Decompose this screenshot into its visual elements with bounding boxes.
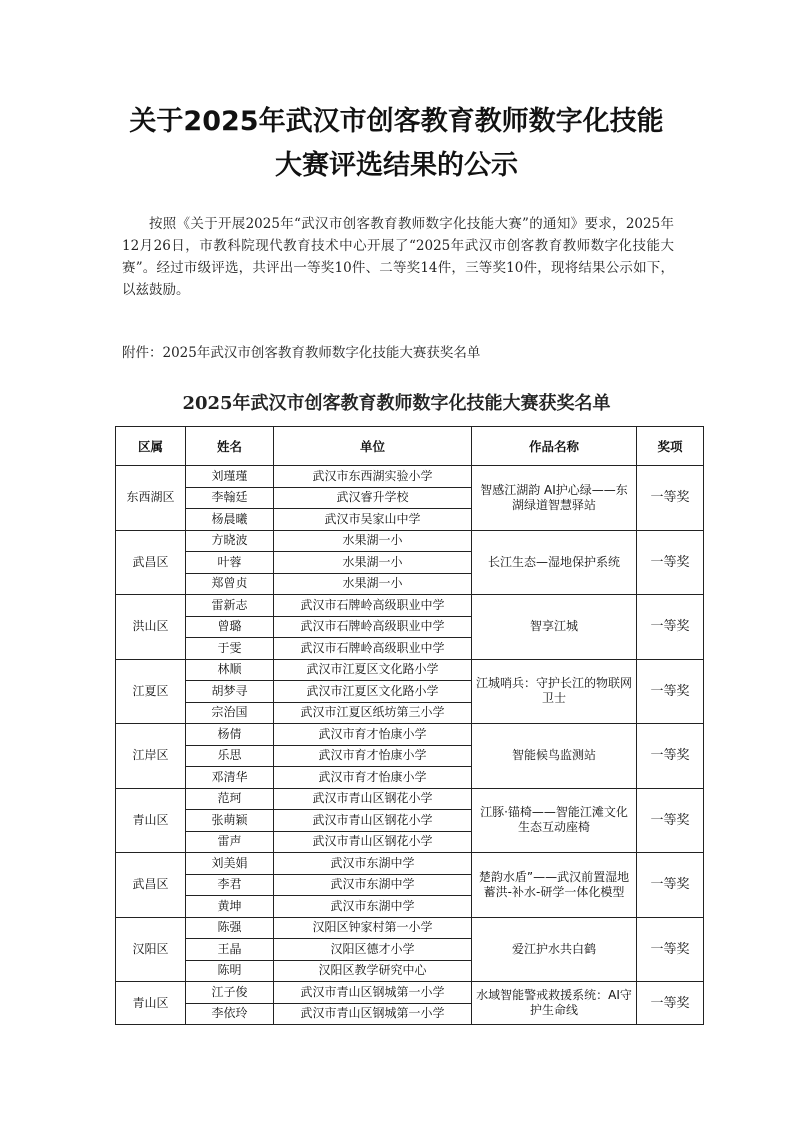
award-cell: 一等奖 bbox=[637, 853, 704, 918]
table-row bbox=[116, 466, 704, 488]
district-cell: 汉阳区 bbox=[116, 917, 186, 982]
unit-cell: 武汉市青山区钢花小学 bbox=[274, 788, 472, 810]
name-cell: 刘瑾瑾 bbox=[186, 466, 274, 488]
award-cell: 一等奖 bbox=[637, 917, 704, 982]
name-cell: 乐思 bbox=[186, 745, 274, 767]
district-cell: 江夏区 bbox=[116, 659, 186, 724]
unit-cell: 武汉市东湖中学 bbox=[274, 853, 472, 875]
name-cell: 李君 bbox=[186, 874, 274, 896]
name-cell: 杨倩 bbox=[186, 724, 274, 746]
name-cell: 黄坤 bbox=[186, 896, 274, 918]
award-cell: 一等奖 bbox=[637, 724, 704, 789]
table-row bbox=[116, 917, 704, 939]
table-row bbox=[116, 659, 704, 681]
unit-cell: 水果湖一小 bbox=[274, 573, 472, 595]
work-title-cell: 长江生态—湿地保护系统 bbox=[472, 530, 637, 595]
unit-cell: 水果湖一小 bbox=[274, 530, 472, 552]
unit-cell: 武汉市育才怡康小学 bbox=[274, 724, 472, 746]
unit-cell: 武汉市青山区钢花小学 bbox=[274, 831, 472, 853]
award-cell: 一等奖 bbox=[637, 659, 704, 724]
award-cell: 一等奖 bbox=[637, 982, 704, 1025]
name-cell: 李翰廷 bbox=[186, 487, 274, 509]
district-cell: 东西湖区 bbox=[116, 466, 186, 531]
unit-cell: 武汉市江夏区文化路小学 bbox=[274, 681, 472, 703]
header-unit: 单位 bbox=[274, 427, 472, 466]
district-cell: 江岸区 bbox=[116, 724, 186, 789]
table-title: 2025年武汉市创客教育教师数字化技能大赛获奖名单 bbox=[182, 393, 611, 414]
header-work: 作品名称 bbox=[472, 427, 637, 466]
name-cell: 宗治国 bbox=[186, 702, 274, 724]
work-title-cell: 智享江城 bbox=[472, 595, 637, 660]
unit-cell: 水果湖一小 bbox=[274, 552, 472, 574]
attachment-note: 附件：2025年武汉市创客教育教师数字化技能大赛获奖名单 bbox=[122, 345, 481, 361]
unit-cell: 武汉市东湖中学 bbox=[274, 896, 472, 918]
unit-cell: 武汉市石牌岭高级职业中学 bbox=[274, 616, 472, 638]
table-row bbox=[116, 595, 704, 617]
table-row bbox=[116, 853, 704, 875]
name-cell: 张萌颖 bbox=[186, 810, 274, 832]
name-cell: 陈明 bbox=[186, 960, 274, 982]
page-title-line-2: 大赛评选结果的公示 bbox=[275, 150, 518, 181]
work-title-cell: 江城哨兵：守护长江的物联网卫士 bbox=[472, 659, 637, 724]
page-title-line-1: 关于2025年武汉市创客教育教师数字化技能 bbox=[129, 106, 664, 137]
district-cell: 武昌区 bbox=[116, 853, 186, 918]
award-cell: 一等奖 bbox=[637, 788, 704, 853]
name-cell: 胡梦寻 bbox=[186, 681, 274, 703]
announcement-paragraph: 按照《关于开展2025年“武汉市创客教育教师数字化技能大赛”的通知》要求，2025年12月26日，市教科院现代教育技术中心开展了“2025年武汉市创客教育教师数字化技能大赛”。经过市级评选，共评出一等奖10件、二等奖14件，三等奖10件，现将结果公示如下，以兹鼓励。 bbox=[122, 216, 674, 298]
name-cell: 于雯 bbox=[186, 638, 274, 660]
award-cell: 一等奖 bbox=[637, 530, 704, 595]
name-cell: 雷声 bbox=[186, 831, 274, 853]
name-cell: 邓清华 bbox=[186, 767, 274, 789]
work-title-cell: 智感江湖韵 AI护心绿——东湖绿道智慧驿站 bbox=[472, 466, 637, 531]
table-header-row bbox=[116, 427, 704, 466]
name-cell: 雷新志 bbox=[186, 595, 274, 617]
name-cell: 郑曾贞 bbox=[186, 573, 274, 595]
unit-cell: 武汉市石牌岭高级职业中学 bbox=[274, 595, 472, 617]
name-cell: 王晶 bbox=[186, 939, 274, 961]
unit-cell: 武汉市青山区钢城第一小学 bbox=[274, 1003, 472, 1025]
unit-cell: 武汉市东西湖实验小学 bbox=[274, 466, 472, 488]
award-table-body bbox=[116, 466, 704, 1025]
header-award: 奖项 bbox=[637, 427, 704, 466]
unit-cell: 武汉市江夏区纸坊第三小学 bbox=[274, 702, 472, 724]
name-cell: 林顺 bbox=[186, 659, 274, 681]
header-name: 姓名 bbox=[186, 427, 274, 466]
unit-cell: 汉阳区钟家村第一小学 bbox=[274, 917, 472, 939]
award-table bbox=[115, 426, 704, 1025]
name-cell: 陈强 bbox=[186, 917, 274, 939]
award-cell: 一等奖 bbox=[637, 466, 704, 531]
unit-cell: 汉阳区德才小学 bbox=[274, 939, 472, 961]
header-district: 区属 bbox=[116, 427, 186, 466]
name-cell: 方晓波 bbox=[186, 530, 274, 552]
district-cell: 武昌区 bbox=[116, 530, 186, 595]
district-cell: 洪山区 bbox=[116, 595, 186, 660]
name-cell: 江子俊 bbox=[186, 982, 274, 1004]
unit-cell: 武汉市吴家山中学 bbox=[274, 509, 472, 531]
name-cell: 曾璐 bbox=[186, 616, 274, 638]
district-cell: 青山区 bbox=[116, 982, 186, 1025]
unit-cell: 武汉睿升学校 bbox=[274, 487, 472, 509]
name-cell: 刘美娟 bbox=[186, 853, 274, 875]
name-cell: 叶蓉 bbox=[186, 552, 274, 574]
table-row bbox=[116, 530, 704, 552]
unit-cell: 武汉市东湖中学 bbox=[274, 874, 472, 896]
work-title-cell: 智能候鸟监测站 bbox=[472, 724, 637, 789]
name-cell: 杨晨曦 bbox=[186, 509, 274, 531]
unit-cell: 武汉市石牌岭高级职业中学 bbox=[274, 638, 472, 660]
work-title-cell: 爱江护水共白鹤 bbox=[472, 917, 637, 982]
unit-cell: 武汉市育才怡康小学 bbox=[274, 767, 472, 789]
name-cell: 李依玲 bbox=[186, 1003, 274, 1025]
unit-cell: 武汉市育才怡康小学 bbox=[274, 745, 472, 767]
work-title-cell: 楚韵水盾”——武汉前置湿地蓄洪-补水-研学一体化模型 bbox=[472, 853, 637, 918]
district-cell: 青山区 bbox=[116, 788, 186, 853]
table-row bbox=[116, 982, 704, 1004]
work-title-cell: 江豚·锚椅——智能江滩文化生态互动座椅 bbox=[472, 788, 637, 853]
table-row bbox=[116, 724, 704, 746]
unit-cell: 武汉市青山区钢花小学 bbox=[274, 810, 472, 832]
work-title-cell: 水域智能警戒救援系统：AI守护生命线 bbox=[472, 982, 637, 1025]
unit-cell: 武汉市青山区钢城第一小学 bbox=[274, 982, 472, 1004]
table-row bbox=[116, 788, 704, 810]
award-cell: 一等奖 bbox=[637, 595, 704, 660]
unit-cell: 汉阳区教学研究中心 bbox=[274, 960, 472, 982]
unit-cell: 武汉市江夏区文化路小学 bbox=[274, 659, 472, 681]
name-cell: 范珂 bbox=[186, 788, 274, 810]
